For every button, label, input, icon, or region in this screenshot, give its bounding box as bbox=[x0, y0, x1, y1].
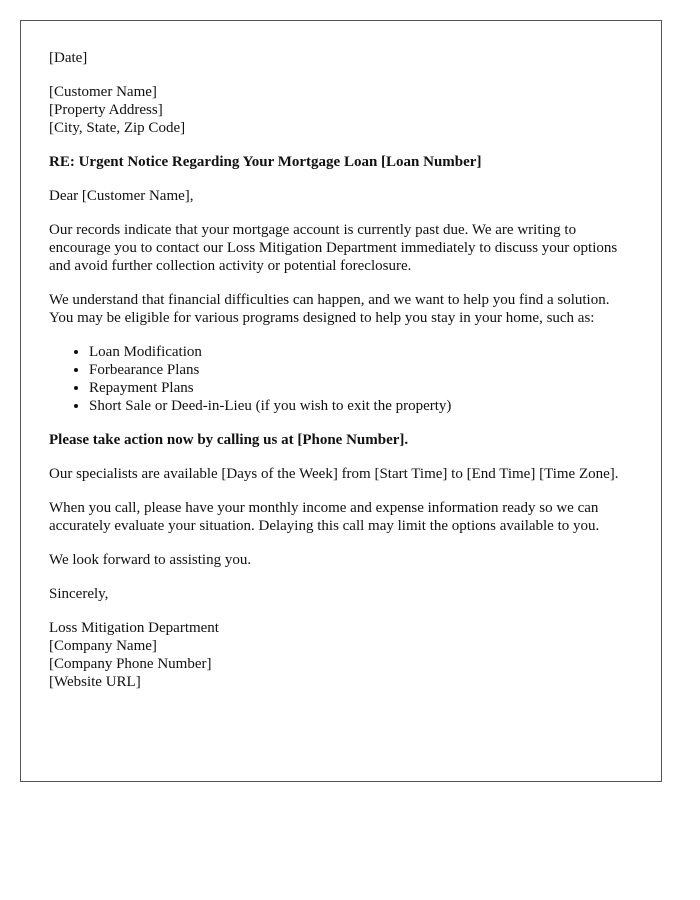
recipient-address: [Property Address] bbox=[49, 102, 163, 118]
paragraph-availability: Our specialists are available [Days of the Week] from [Start Time] to [End Time] [Time Zone]. bbox=[49, 466, 619, 482]
letter-container bbox=[20, 20, 662, 782]
signature-website: [Website URL] bbox=[49, 674, 141, 690]
subject-line: RE: Urgent Notice Regarding Your Mortgage Loan [Loan Number] bbox=[49, 154, 482, 170]
signature-company-name: [Company Name] bbox=[49, 638, 157, 654]
paragraph-programs-intro: We understand that financial difficulties can happen, and we want to help you find a solution. You may be eligible for various programs designed to help you stay in your home, such as: bbox=[49, 292, 610, 326]
list-item: • Short Sale or Deed-in-Lieu (if you wish to exit the property) bbox=[89, 397, 633, 415]
closing: Sincerely, bbox=[49, 586, 109, 602]
signature-department: Loss Mitigation Department bbox=[49, 620, 219, 636]
list-item: • Repayment Plans bbox=[89, 379, 633, 397]
recipient-name: [Customer Name] bbox=[49, 84, 157, 100]
salutation: Dear [Customer Name], bbox=[49, 188, 194, 204]
signature-block bbox=[49, 619, 633, 691]
recipient-block bbox=[49, 83, 633, 137]
paragraph-past-due: Our records indicate that your mortgage account is currently past due. We are writing to encourage you to contact our Loss Mitigation Department immediately to discuss your options and avoid further collection activity or potential foreclosure. bbox=[49, 222, 618, 274]
list-item: • Forbearance Plans bbox=[89, 361, 633, 379]
paragraph-closing-remark: We look forward to assisting you. bbox=[49, 552, 252, 568]
paragraph-preparation: When you call, please have your monthly income and expense information ready so we can accurately evaluate your situation. Delaying this call may limit the options available to you. bbox=[49, 500, 600, 534]
call-to-action: Please take action now by calling us at [Phone Number]. bbox=[49, 432, 409, 448]
programs-list bbox=[49, 343, 633, 415]
list-item: • Loan Modification bbox=[89, 343, 633, 361]
signature-company-phone: [Company Phone Number] bbox=[49, 656, 212, 672]
recipient-city-state-zip: [City, State, Zip Code] bbox=[49, 120, 186, 136]
letter-date: [Date] bbox=[49, 50, 88, 66]
